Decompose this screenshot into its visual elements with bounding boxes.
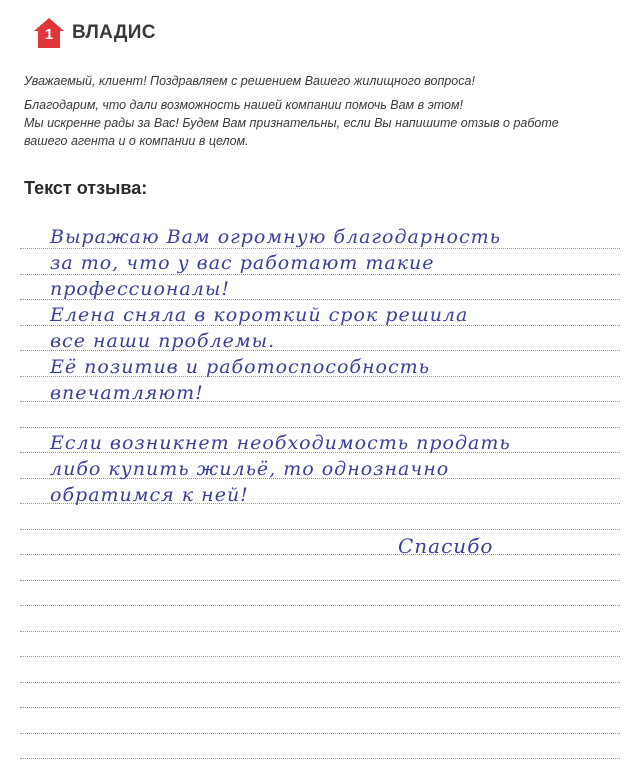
handwritten-line: впечатляют! [50, 382, 204, 404]
handwritten-line: Елена сняла в короткий срок решила [50, 304, 469, 326]
ruled-line [20, 248, 620, 249]
handwritten-line: обратимся к ней! [50, 484, 249, 506]
intro-line-1: Уважаемый, клиент! Поздравляем с решением Вашего жилищного вопроса! [24, 74, 475, 88]
handwritten-line: Если возникнет необходимость продать [50, 432, 511, 454]
intro-line-4: вашего агента и о компании в целом. [24, 134, 249, 148]
ruled-line [20, 733, 620, 734]
header [32, 16, 156, 50]
handwritten-line: профессионалы! [50, 278, 230, 300]
ruled-line [20, 605, 620, 606]
ruled-line [20, 758, 620, 759]
handwritten-line: Выражаю Вам огромную благодарность [50, 226, 501, 248]
ruled-line [20, 707, 620, 708]
ruled-line [20, 682, 620, 683]
ruled-line [20, 580, 620, 581]
review-title: Текст отзыва: [24, 178, 148, 198]
handwritten-line: за то, что у вас работают такие [50, 252, 435, 274]
handwritten-line: либо купить жильё, то однозначно [50, 458, 450, 480]
intro-text [24, 72, 624, 150]
handwritten-thanks: Спасибо [398, 534, 494, 558]
ruled-line [20, 656, 620, 657]
ruled-line [20, 631, 620, 632]
intro-line-3: Мы искренне рады за Вас! Будем Вам признательны, если Вы напишите отзыв о работе [24, 116, 559, 130]
ruled-line [20, 529, 620, 530]
brand-name: ВЛАДИС [72, 22, 156, 43]
review-lines-area [20, 224, 620, 764]
ruled-line [20, 427, 620, 428]
handwritten-line: все наши проблемы. [50, 330, 276, 352]
handwritten-line: Её позитив и работоспособность [50, 356, 430, 378]
logo-number: 1 [44, 26, 54, 43]
ruled-line [20, 554, 620, 555]
house-logo-icon [32, 16, 66, 50]
intro-line-2: Благодарим, что дали возможность нашей компании помочь Вам в этом! [24, 98, 464, 112]
